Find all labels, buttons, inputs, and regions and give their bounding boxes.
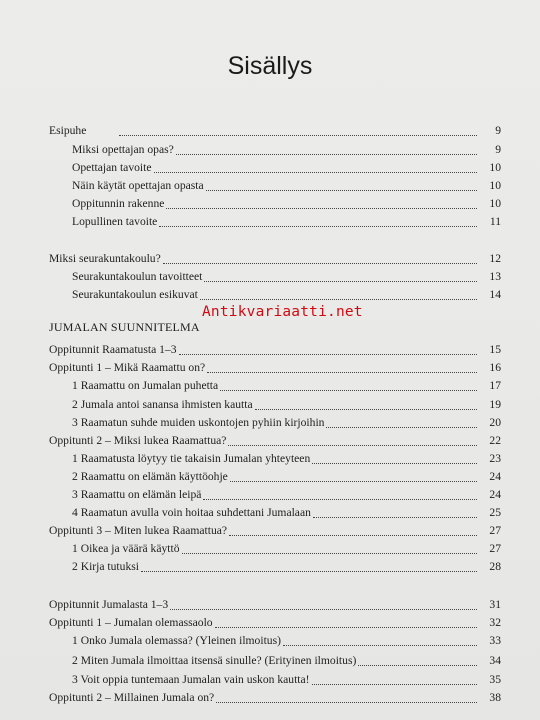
toc-entry bbox=[72, 672, 501, 688]
toc-entry-label: Opettajan tavoite bbox=[72, 161, 152, 174]
toc-entry-label: 2 Miten Jumala ilmoittaa itsensä sinulle? (Erityinen ilmoitus) bbox=[72, 654, 357, 667]
toc-entry bbox=[49, 523, 501, 539]
toc-entry-page: 27 bbox=[489, 542, 501, 555]
leader-dots bbox=[313, 507, 477, 518]
toc-entry-label: Oppitunnit Raamatusta 1–3 bbox=[49, 343, 177, 356]
leader-dots bbox=[203, 489, 477, 500]
leader-dots bbox=[141, 561, 477, 572]
leader-dots bbox=[206, 180, 477, 191]
toc-entry-label: Miksi opettajan opas? bbox=[72, 143, 174, 156]
toc-entry-label: 3 Raamatun suhde muiden uskontojen pyhiin kirjoihin bbox=[72, 416, 325, 429]
leader-dots bbox=[163, 253, 477, 264]
toc-entry bbox=[72, 160, 501, 176]
leader-dots bbox=[312, 453, 477, 464]
toc-entry bbox=[72, 378, 501, 394]
toc-entry-page: 24 bbox=[489, 488, 501, 501]
toc-entry bbox=[72, 505, 501, 521]
toc-entry bbox=[72, 559, 501, 575]
toc-entry-label: Oppitunti 2 – Miksi lukea Raamattua? bbox=[49, 434, 227, 447]
toc-entry bbox=[49, 597, 501, 613]
leader-dots bbox=[179, 344, 477, 355]
leader-dots bbox=[170, 599, 477, 610]
leader-dots bbox=[182, 543, 477, 554]
section-heading: JUMALAN SUUNNITELMA bbox=[49, 320, 200, 334]
toc-entry-label: 1 Raamattu on Jumalan puhetta bbox=[72, 379, 219, 392]
leader-dots bbox=[204, 271, 477, 282]
toc-entry-label: 4 Raamatun avulla voin hoitaa suhdettani Jumalaan bbox=[72, 506, 311, 519]
leader-dots bbox=[326, 417, 477, 428]
toc-entry-page: 22 bbox=[489, 434, 501, 447]
toc-entry-page: 11 bbox=[489, 215, 501, 228]
toc-entry-label: 1 Oikea ja väärä käyttö bbox=[72, 542, 180, 555]
leader-dots bbox=[207, 362, 477, 373]
toc-entry bbox=[72, 196, 501, 212]
toc-entry-label: Oppitunti 3 – Miten lukea Raamattua? bbox=[49, 524, 228, 537]
toc-entry bbox=[49, 690, 501, 706]
toc-entry-label: Oppitunti 1 – Jumalan olemassaolo bbox=[49, 616, 213, 629]
toc-entry-page: 14 bbox=[489, 288, 501, 301]
toc-entry bbox=[72, 269, 501, 285]
leader-dots bbox=[255, 399, 477, 410]
leader-dots bbox=[229, 525, 477, 536]
toc-entry-label: 3 Raamattu on elämän leipä bbox=[72, 488, 202, 501]
toc-entry-page: 12 bbox=[489, 252, 501, 265]
toc-entry bbox=[49, 360, 501, 376]
toc-entry bbox=[49, 615, 501, 631]
leader-dots bbox=[228, 435, 477, 446]
toc-entry-page: 13 bbox=[489, 270, 501, 283]
toc-entry-label: 1 Raamatusta löytyy tie takaisin Jumalan yhteyteen bbox=[72, 452, 311, 465]
toc-entry bbox=[72, 178, 501, 194]
toc-entry-page: 24 bbox=[489, 470, 501, 483]
leader-dots bbox=[312, 674, 477, 685]
toc-entry-page: 28 bbox=[489, 560, 501, 573]
leader-dots bbox=[200, 289, 477, 300]
toc-entry-page: 27 bbox=[489, 524, 501, 537]
leader-dots bbox=[119, 125, 477, 136]
toc-entry-label: 1 Onko Jumala olemassa? (Yleinen ilmoitus) bbox=[72, 634, 281, 647]
toc-entry-page: 34 bbox=[489, 654, 501, 667]
toc-entry-label: 2 Jumala antoi sanansa ihmisten kautta bbox=[72, 398, 253, 411]
toc-entry-label: Lopullinen tavoite bbox=[72, 215, 158, 228]
toc-entry bbox=[72, 487, 501, 503]
toc-entry-page: 25 bbox=[489, 506, 501, 519]
toc-entry-label: Miksi seurakuntakoulu? bbox=[49, 252, 161, 265]
toc-entry bbox=[72, 633, 501, 649]
leader-dots bbox=[176, 144, 477, 155]
leader-dots bbox=[166, 198, 477, 209]
toc-entry-page: 9 bbox=[495, 124, 501, 137]
toc-entry-page: 16 bbox=[489, 361, 501, 374]
toc-entry bbox=[49, 342, 501, 358]
toc-entry-label: Seurakuntakoulun tavoitteet bbox=[72, 270, 203, 283]
toc-entry-page: 38 bbox=[489, 691, 501, 704]
toc-entry-page: 10 bbox=[489, 179, 501, 192]
page-title: Sisällys bbox=[227, 52, 313, 80]
toc-entry-label: Oppitunnin rakenne bbox=[72, 197, 165, 210]
toc-entry-label: Oppitunti 2 – Millainen Jumala on? bbox=[49, 691, 215, 704]
toc-entry-label: Seurakuntakoulun esikuvat bbox=[72, 288, 198, 301]
toc-entry-page: 15 bbox=[489, 343, 501, 356]
toc-entry-label: Esipuhe bbox=[49, 124, 87, 137]
toc-entry bbox=[72, 541, 501, 557]
toc-entry-label: Näin käytät opettajan opasta bbox=[72, 179, 204, 192]
toc-entry-page: 23 bbox=[489, 452, 501, 465]
toc-entry-page: 20 bbox=[489, 416, 501, 429]
toc-entry bbox=[72, 214, 501, 230]
toc-entry-label: 3 Voit oppia tuntemaan Jumalan vain uskon kautta! bbox=[72, 673, 310, 686]
toc-entry-page: 17 bbox=[489, 379, 501, 392]
toc-entry bbox=[72, 397, 501, 413]
leader-dots bbox=[154, 162, 477, 173]
toc-entry-label: 2 Raamattu on elämän käyttöohje bbox=[72, 470, 228, 483]
watermark-text: Antikvariaatti.net bbox=[202, 304, 363, 320]
leader-dots bbox=[216, 692, 477, 703]
toc-entry-page: 19 bbox=[489, 398, 501, 411]
toc-entry bbox=[49, 433, 501, 449]
toc-entry-page: 32 bbox=[489, 616, 501, 629]
toc-entry bbox=[72, 469, 501, 485]
toc-entry bbox=[49, 251, 501, 267]
leader-dots bbox=[215, 617, 477, 628]
toc-entry bbox=[72, 287, 501, 303]
toc-entry-label: 2 Kirja tutuksi bbox=[72, 560, 139, 573]
toc-entry bbox=[72, 451, 501, 467]
toc-entry-label: Oppitunnit Jumalasta 1–3 bbox=[49, 598, 169, 611]
toc-entry-page: 9 bbox=[495, 143, 501, 156]
toc-entry-page: 35 bbox=[489, 673, 501, 686]
leader-dots bbox=[230, 471, 477, 482]
toc-entry bbox=[72, 415, 501, 431]
toc-entry-page: 31 bbox=[489, 598, 501, 611]
toc-entry bbox=[49, 123, 501, 139]
toc-entry-label: Oppitunti 1 – Mikä Raamattu on? bbox=[49, 361, 206, 374]
toc-entry bbox=[72, 142, 501, 158]
leader-dots bbox=[358, 655, 477, 666]
leader-dots bbox=[159, 216, 477, 227]
toc-entry-page: 10 bbox=[489, 161, 501, 174]
leader-dots bbox=[283, 635, 477, 646]
toc-entry-page: 33 bbox=[489, 634, 501, 647]
leader-dots bbox=[220, 380, 477, 391]
toc-entry bbox=[72, 653, 501, 669]
toc-entry-page: 10 bbox=[489, 197, 501, 210]
